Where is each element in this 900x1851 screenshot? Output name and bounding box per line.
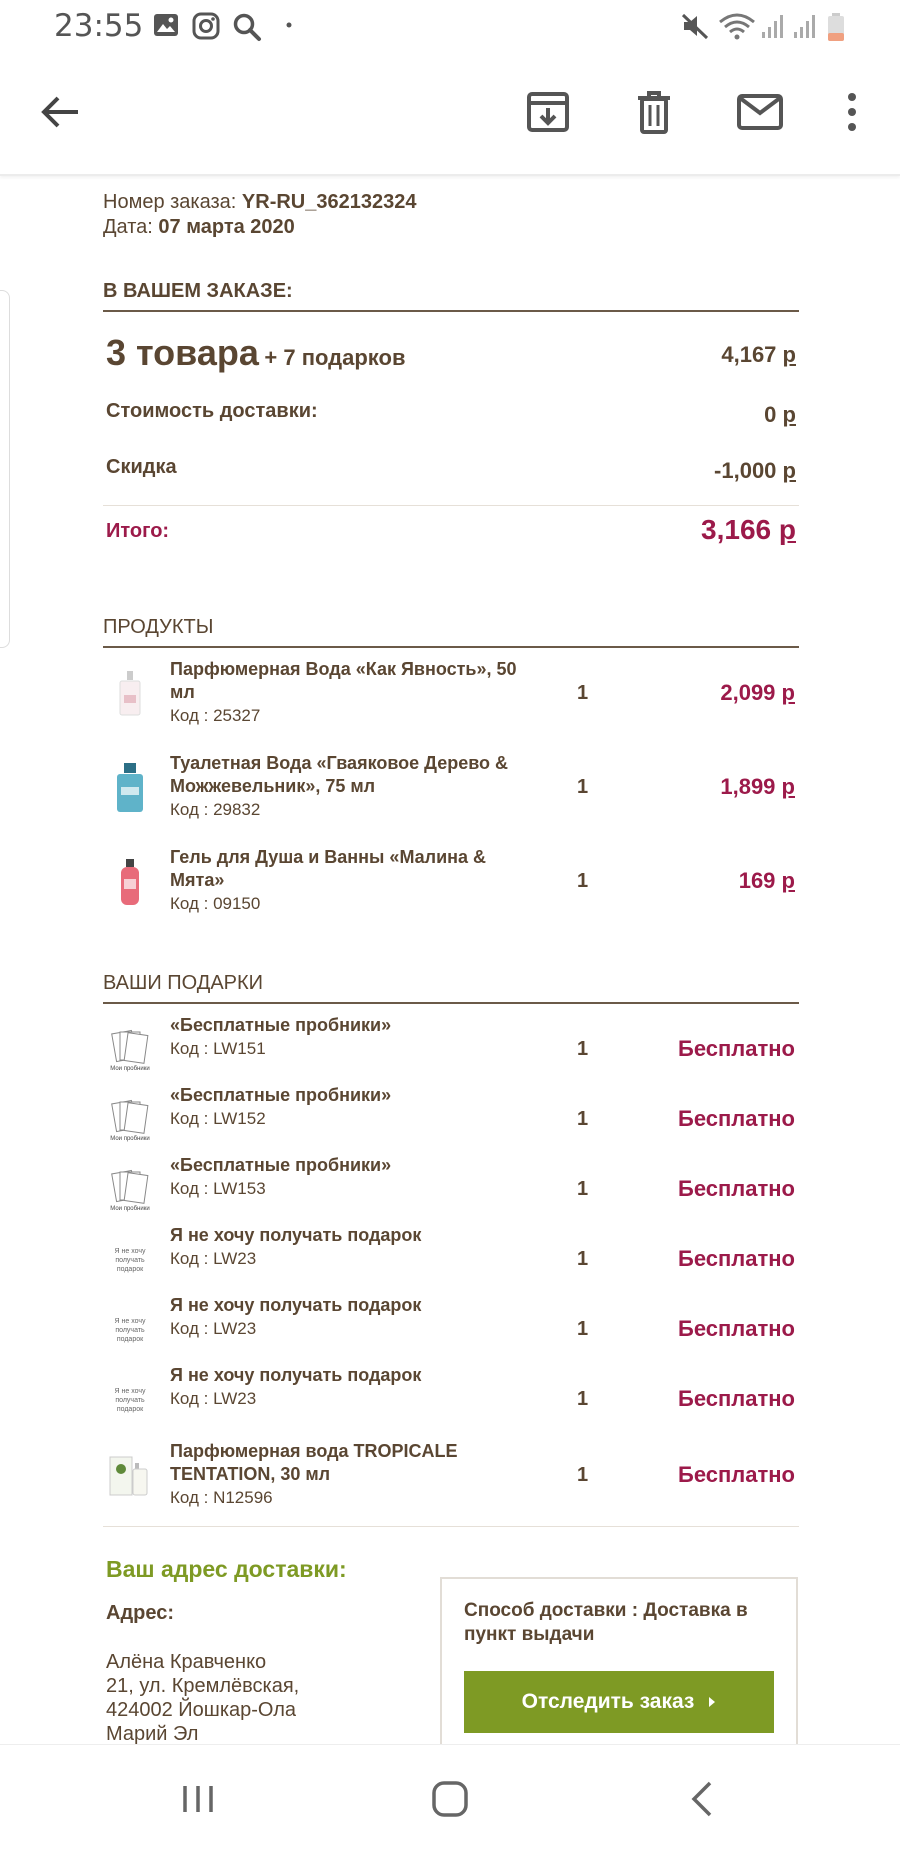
discount-label: Скидка — [106, 456, 177, 478]
more-vert-icon — [846, 92, 858, 132]
samples-thumb-label: Мои пробники — [110, 1205, 150, 1212]
delivery-cost-row — [106, 400, 796, 430]
product-thumbnail — [105, 760, 155, 816]
gift-row[interactable] — [103, 1084, 799, 1148]
gift-price: Бесплатно — [678, 1176, 795, 1201]
gift-qty: 1 — [577, 1248, 589, 1270]
address-line: 424002 Йошкар-Ола — [106, 1699, 297, 1721]
shipping-method-box — [440, 1577, 798, 1744]
address-line: 21, ул. Кремлёвская, — [106, 1675, 300, 1697]
home-button[interactable] — [420, 1771, 480, 1827]
order-number-label: Номер заказа: — [103, 191, 237, 213]
back-button[interactable] — [28, 80, 92, 144]
more-options-button[interactable] — [820, 80, 884, 144]
items-total — [721, 342, 796, 368]
gift-code: Код : LW23 — [170, 1319, 257, 1338]
status-time: 23:55 — [54, 8, 144, 44]
home-icon — [430, 1779, 470, 1819]
gift-price: Бесплатно — [678, 1036, 795, 1061]
gift-row[interactable] — [103, 1294, 799, 1358]
email-body[interactable] — [0, 176, 900, 1744]
no-gift-thumb-label: Я не хочу получать подарок — [114, 1317, 146, 1343]
samples-thumbnail — [105, 1092, 155, 1148]
samples-thumb-label: Мои пробники — [110, 1135, 150, 1142]
total-row — [106, 514, 796, 558]
product-title: Туалетная Вода «Гваяковое Дерево & Можжевельник», 75 мл — [170, 753, 509, 796]
samples-thumbnail — [105, 1162, 155, 1218]
product-code: Код : 29832 — [170, 800, 261, 819]
product-row[interactable] — [103, 752, 799, 824]
divider — [103, 310, 799, 312]
product-title: Парфюмерная Вода «Как Явность», 50 мл — [170, 659, 517, 702]
delivery-cost — [764, 402, 796, 428]
divider — [103, 505, 799, 506]
currency-sign: р — [781, 774, 795, 799]
order-date-label: Дата: — [103, 216, 153, 238]
app-bar — [0, 52, 900, 176]
delivery-cost-label: Стоимость доставки: — [106, 400, 318, 422]
product-name — [170, 658, 530, 727]
gift-qty: 1 — [577, 1038, 589, 1060]
order-date: 07 марта 2020 — [158, 216, 295, 238]
discount — [714, 458, 796, 484]
total — [701, 514, 796, 546]
currency-sign: р — [782, 458, 796, 483]
no-gift-thumb-label: Я не хочу получать подарок — [114, 1387, 146, 1413]
product-qty: 1 — [577, 682, 589, 704]
gift-row[interactable] — [103, 1440, 799, 1520]
product-name — [170, 846, 530, 915]
more-notifications-icon — [286, 22, 292, 28]
order-meta — [103, 190, 416, 240]
gift-thumbnail — [105, 1448, 155, 1504]
archive-button[interactable] — [516, 80, 580, 144]
perfume-bottle-icon — [115, 669, 145, 719]
mail-icon — [737, 94, 783, 130]
gift-title: «Бесплатные пробники» — [170, 1015, 392, 1035]
address-line: Марий Эл — [106, 1723, 199, 1744]
gift-name — [170, 1364, 530, 1410]
arrow-left-icon — [40, 94, 80, 130]
products-title: ПРОДУКТЫ — [103, 616, 214, 638]
gift-qty: 1 — [577, 1464, 589, 1486]
divider — [103, 1002, 799, 1004]
product-code: Код : 25327 — [170, 706, 261, 725]
signal-2-icon — [792, 12, 818, 40]
signal-icon — [760, 12, 786, 40]
currency-sign: р — [782, 402, 796, 427]
cologne-bottle-icon — [113, 761, 147, 815]
mark-unread-button[interactable] — [728, 80, 792, 144]
no-gift-thumbnail — [105, 1372, 155, 1428]
product-row[interactable] — [103, 846, 799, 918]
gift-price: Бесплатно — [678, 1246, 795, 1271]
nav-back-button[interactable] — [672, 1771, 732, 1827]
order-number: YR-RU_362132324 — [241, 191, 417, 213]
total-label: Итого: — [106, 520, 170, 542]
product-price-value: 169 — [738, 868, 776, 893]
gift-row[interactable] — [103, 1014, 799, 1078]
gift-price: Бесплатно — [678, 1386, 795, 1411]
caret-right-icon — [708, 1696, 716, 1708]
product-qty: 1 — [577, 870, 589, 892]
summary-title: В ВАШЕМ ЗАКАЗЕ: — [103, 280, 293, 302]
address-label: Адрес: — [106, 1602, 174, 1624]
samples-stack-icon — [110, 1168, 150, 1206]
product-price-value: 2,099 — [720, 680, 776, 705]
product-title: Гель для Душа и Ванны «Малина & Мята» — [170, 847, 487, 890]
total-value: 3,166 — [701, 514, 772, 545]
delivery-cost-value: 0 — [764, 402, 777, 427]
perfume-box-icon — [108, 1453, 152, 1499]
discount-row — [106, 456, 796, 486]
gift-price: Бесплатно — [678, 1462, 795, 1487]
gift-qty: 1 — [577, 1178, 589, 1200]
mute-icon — [680, 12, 710, 40]
track-order-button[interactable] — [464, 1671, 774, 1733]
currency-sign: р — [778, 514, 796, 545]
gift-row[interactable] — [103, 1224, 799, 1288]
gift-qty: 1 — [577, 1318, 589, 1340]
gifts-title: ВАШИ ПОДАРКИ — [103, 972, 264, 994]
delivery-title: Ваш адрес доставки: — [106, 1556, 347, 1582]
gift-qty: 1 — [577, 1388, 589, 1410]
archive-icon — [526, 91, 570, 133]
summary-items-row — [106, 332, 796, 376]
gift-code: Код : LW152 — [170, 1109, 266, 1128]
trash-icon — [636, 90, 672, 134]
instagram-icon — [192, 12, 220, 40]
address-line: Алёна Кравченко — [106, 1651, 267, 1673]
gift-title: Я не хочу получать подарок — [170, 1225, 422, 1245]
gifts-count: + 7 подарков — [264, 345, 406, 370]
product-code: Код : 09150 — [170, 894, 261, 913]
gift-code: Код : LW151 — [170, 1039, 266, 1058]
battery-icon — [826, 12, 846, 42]
recents-icon — [180, 1784, 216, 1814]
address-block — [106, 1650, 299, 1744]
samples-thumb-label: Мои пробники — [110, 1065, 150, 1072]
status-bar — [0, 0, 900, 52]
divider — [103, 646, 799, 648]
gift-title: «Бесплатные пробники» — [170, 1085, 392, 1105]
gift-code: Код : LW23 — [170, 1389, 257, 1408]
chevron-left-icon — [690, 1781, 714, 1817]
product-thumbnail — [105, 854, 155, 910]
no-gift-thumb-label: Я не хочу получать подарок — [114, 1247, 146, 1273]
recent-apps-button[interactable] — [168, 1771, 228, 1827]
gift-code: Код : LW23 — [170, 1249, 257, 1268]
items-count: 3 товара — [106, 332, 259, 373]
gift-name — [170, 1224, 530, 1270]
product-price — [720, 680, 795, 706]
gift-qty: 1 — [577, 1108, 589, 1130]
gift-title: Я не хочу получать подарок — [170, 1295, 422, 1315]
gift-row[interactable] — [103, 1154, 799, 1218]
shower-gel-icon — [117, 857, 143, 907]
discount-value: -1,000 — [714, 458, 777, 483]
currency-sign: р — [782, 342, 796, 367]
no-gift-thumbnail — [105, 1232, 155, 1288]
currency-sign: р — [781, 680, 795, 705]
gallery-icon — [152, 12, 180, 38]
gift-code: Код : N12596 — [170, 1488, 273, 1507]
gift-title: Я не хочу получать подарок — [170, 1365, 422, 1385]
product-qty: 1 — [577, 776, 589, 798]
gift-name — [170, 1014, 530, 1060]
search-icon — [232, 12, 262, 42]
gift-title: «Бесплатные пробники» — [170, 1155, 392, 1175]
items-total-value: 4,167 — [721, 342, 777, 367]
shipping-method: Способ доставки : Доставка в пункт выдачи — [464, 1600, 748, 1645]
wifi-icon — [718, 12, 756, 40]
gift-code: Код : LW153 — [170, 1179, 266, 1198]
product-thumbnail — [105, 666, 155, 722]
product-row[interactable] — [103, 658, 799, 730]
divider — [103, 1526, 799, 1527]
product-price — [720, 774, 795, 800]
no-gift-thumbnail — [105, 1302, 155, 1358]
gift-price: Бесплатно — [678, 1106, 795, 1131]
gift-row[interactable] — [103, 1364, 799, 1428]
gift-name — [170, 1154, 530, 1200]
product-price-value: 1,899 — [720, 774, 776, 799]
product-name — [170, 752, 530, 821]
side-card-edge — [0, 290, 10, 648]
system-nav-bar — [0, 1744, 900, 1851]
gift-price: Бесплатно — [678, 1316, 795, 1341]
samples-thumbnail — [105, 1022, 155, 1078]
gift-name — [170, 1084, 530, 1130]
gift-title: Парфюмерная вода TROPICALE TENTATION, 30 мл — [170, 1441, 458, 1484]
track-order-label: Отследить заказ — [521, 1690, 695, 1713]
gift-name — [170, 1440, 530, 1509]
gift-name — [170, 1294, 530, 1340]
samples-stack-icon — [110, 1028, 150, 1066]
delete-button[interactable] — [622, 80, 686, 144]
currency-sign: р — [781, 868, 795, 893]
product-price — [739, 868, 795, 894]
samples-stack-icon — [110, 1098, 150, 1136]
